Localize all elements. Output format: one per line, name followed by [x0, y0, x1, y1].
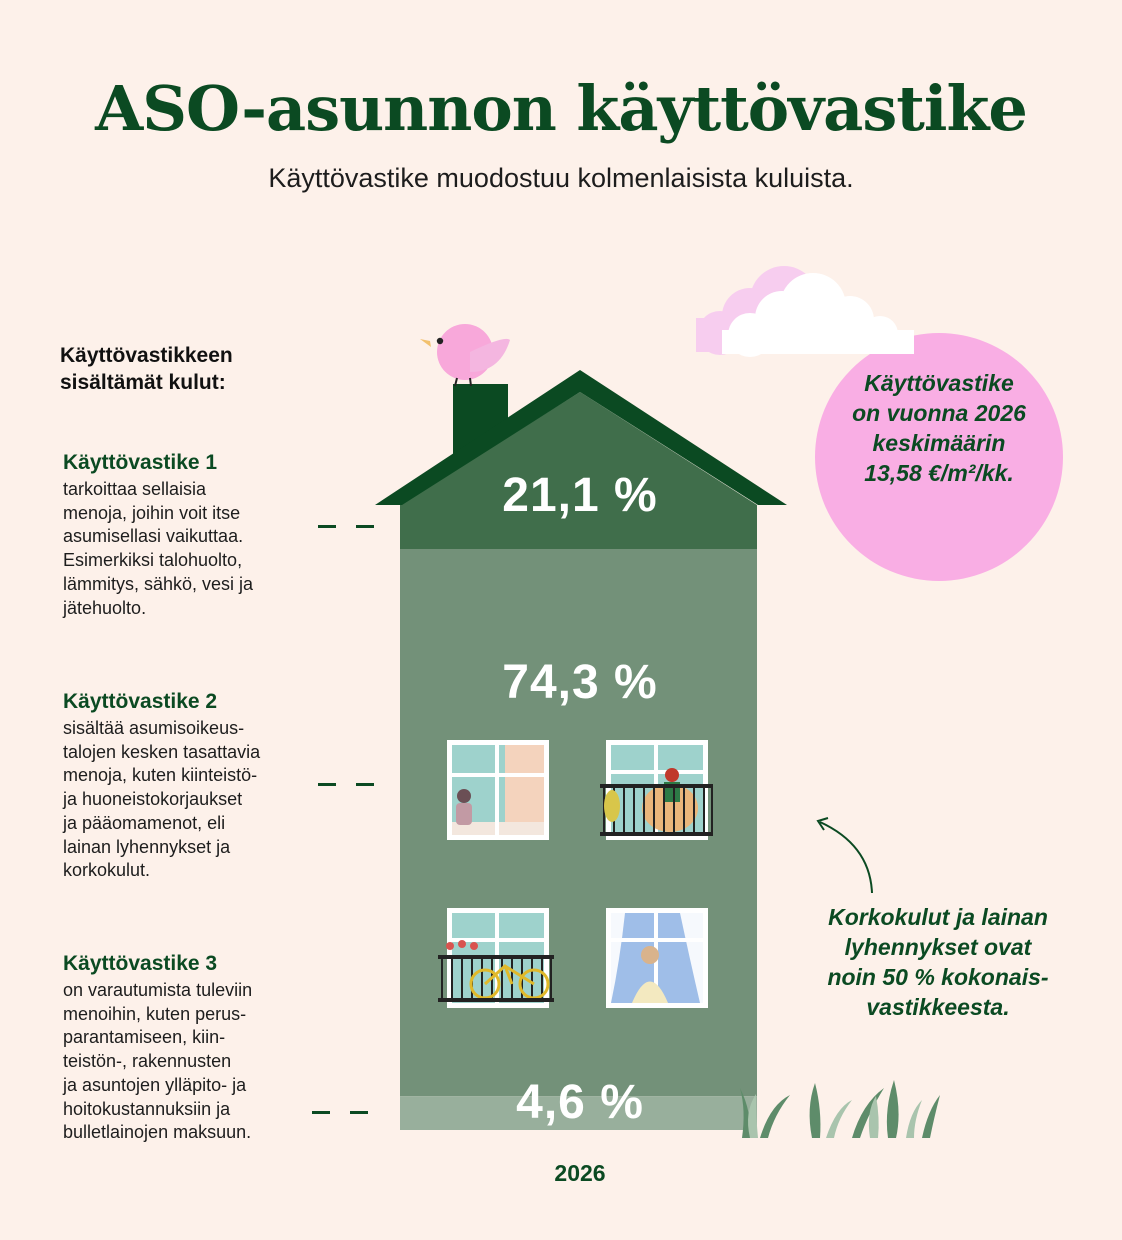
- x-axis-label-year: 2026: [554, 1160, 606, 1186]
- category-1-text: tarkoittaa sellaisia menoja, joihin voit itse asumisellasi vaikuttaa. Esimerkiksi talohuolto, lämmitys, sähkö, vesi ja jätehuolto.: [63, 479, 254, 618]
- category-2-text: sisältää asumisoikeus- talojen kesken tasattavia menoja, kuten kiinteistö- ja huoneistokorjaukset ja pääomamenot, eli lainan lyhennykset ja korkokulut.: [63, 718, 261, 881]
- window-laptop-balcony: [600, 740, 713, 840]
- window-person-window: [606, 908, 708, 1008]
- costs-heading: Käyttövastikkeen sisältämät kulut:: [60, 344, 233, 394]
- data-label-2: 74,3 %: [502, 656, 658, 709]
- category-1-title: Käyttövastike 1: [63, 451, 218, 474]
- window-reading: [447, 740, 549, 840]
- page-subtitle: Käyttövastike muodostuu kolmenlaisista kuluista.: [268, 163, 854, 193]
- category-2-title: Käyttövastike 2: [63, 690, 218, 713]
- arrow-icon: [818, 818, 872, 893]
- data-label-1: 21,1 %: [502, 469, 658, 522]
- data-label-3: 4,6 %: [516, 1076, 644, 1129]
- cloud-icon: [696, 266, 914, 357]
- grass-icon: [740, 1080, 940, 1138]
- page-title: ASO-asunnon käyttövastike: [95, 72, 1027, 145]
- window-bicycle-balcony: [438, 908, 554, 1008]
- bird-icon: [420, 324, 510, 386]
- category-3-text: on varautumista tuleviin menoihin, kuten perus- parantamiseen, kiin- teistön-, rakennusten ja asuntojen ylläpito- ja hoitokustannuksiin ja bulletlainojen maksuun.: [63, 980, 253, 1143]
- category-3-title: Käyttövastike 3: [63, 952, 218, 975]
- average-price-text: Käyttövastike on vuonna 2026 keskimäärin 13,58 €/m²/kk.: [852, 370, 1026, 486]
- interest-note-text: Korkokulut ja lainan lyhennykset ovat noin 50 % kokonais- vastikkeesta.: [827, 904, 1049, 1020]
